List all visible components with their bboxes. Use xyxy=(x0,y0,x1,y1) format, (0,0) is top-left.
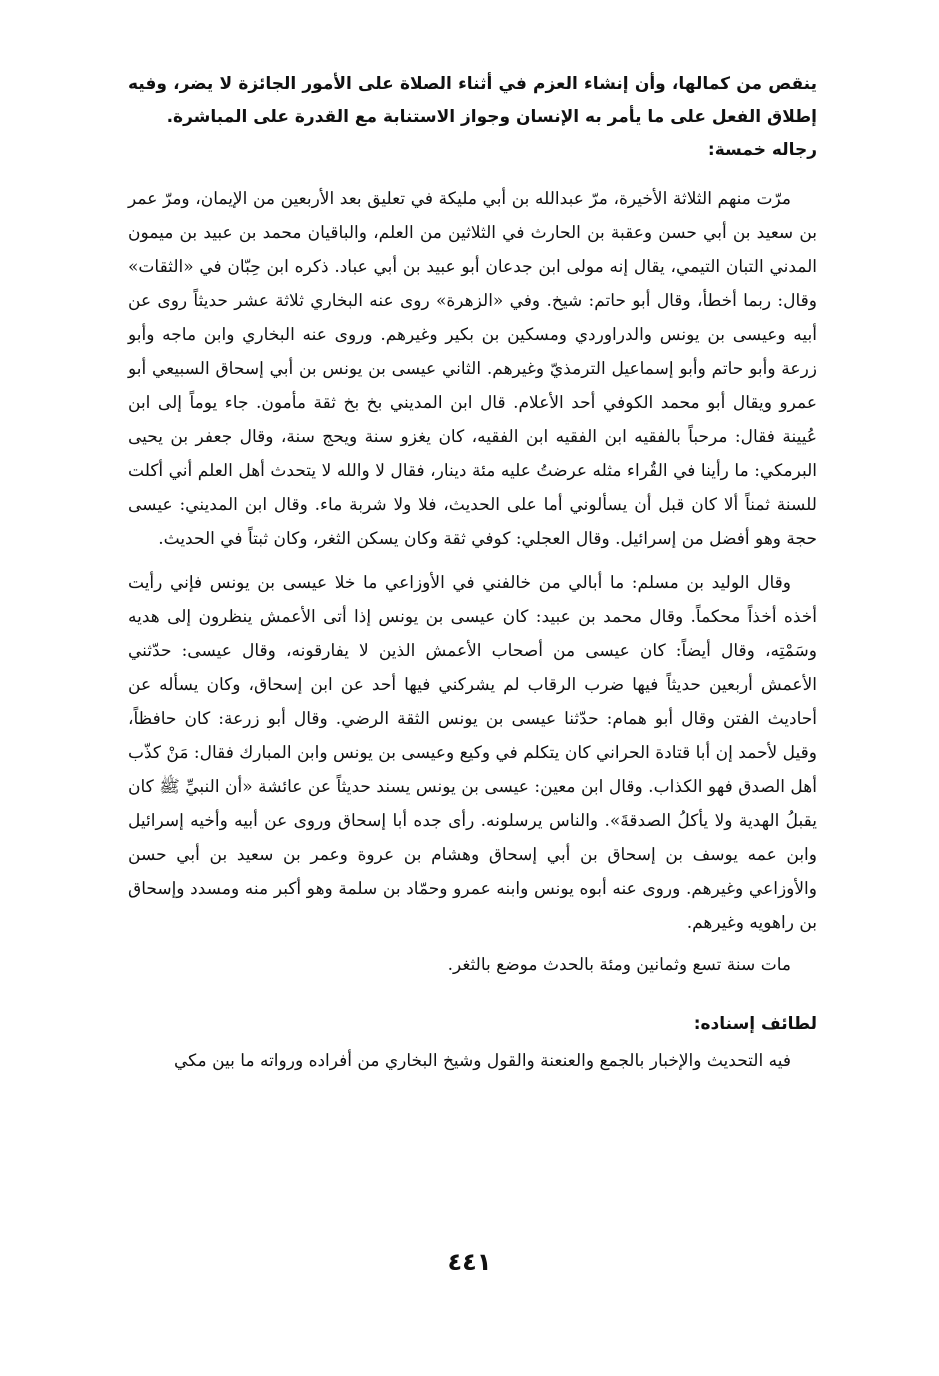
subtleties-heading: لطائف إسناده: xyxy=(693,1014,817,1034)
page-number: ٤٤١ xyxy=(447,1248,492,1276)
narrators-heading: رجاله خمسة: xyxy=(707,140,817,160)
subtleties-text: فيه التحديث والإخبار بالجمع والعنعنة والقول وشيخ البخاري من أفراده ورواته ما بين مكي xyxy=(174,1051,791,1071)
narrators-paragraph-1: مرّت منهم الثلاثة الأخيرة، مرّ عبدالله بن أبي مليكة في تعليق بعد الأربعين من الإيمان، ومرّ عمر بن سعيد بن أبي حسن وعقبة بن الحارث في الثلاثين من العلم، والباقيان محمد بن عبيد بن ميمون المدني التبان التيمي، يقال إنه مولى ابن جدعان أبو عبيد بن أبي عباد. ذكره ابن حِبّان في «الثقات» وقال: ربما أخطأ، وقال أبو حاتم: شيخ. وفي «الزهرة» روى عنه البخاري ثلاثة عشر حديثاً روى عن أبيه وعيسى بن يونس والدراوردي ومسكين بن بكير وغيرهم. وروى عنه البخاري وابن ماجه وأبو زرعة وأبو حاتم وأبو إسماعيل الترمذيّ وغيرهم. الثاني عيسى بن يونس بن أبي إسحاق السبيعي أبو عمرو ويقال أبو محمد الكوفي أحد الأعلام. قال ابن المديني بخ بخ ثقة مأمون. جاء يوماً إلى ابن عُيينة فقال: مرحباً بالفقيه ابن الفقيه ابن الفقيه، كان يغزو سنة ويحج سنة، وقال جعفر بن يحيى البرمكي: ما رأينا في القُراء مثله عرضتُ عليه مئة دينار، فقال لا والله لا يتحدث أهل العلم أني أكلت للسنة ثمناً ألا كان قبل أن يسألوني أما على الحديث، فلا ولا شربة ماء. وقال ابن المديني: عيسى حجة وهو أفضل من إسرائيل. وقال العجلي: كوفي ثقة وكان يسكن الثغر، وكان ثبتاً في الحديث. xyxy=(128,189,817,549)
narrators-paragraph-3: مات سنة تسع وثمانين ومئة بالحدث موضع بالثغر. xyxy=(447,955,791,975)
intro-text: ينقص من كمالها، وأن إنشاء العزم في أثناء الصلاة على الأمور الجائزة لا يضر، وفيه إطلاق الفعل على ما يأمر به الإنسان وجواز الاستنابة مع القدرة على المباشرة. xyxy=(128,74,817,127)
narrators-paragraph-2: وقال الوليد بن مسلم: ما أبالي من خالفني في الأوزاعي ما خلا عيسى بن يونس فإني رأيت أخذه أخذاً محكماً. وقال محمد بن عبيد: كان عيسى بن يونس إذا أتى الأعمش ينظرون إلى هديه وسَمْتِه، وقال أيضاً: كان عيسى من أصحاب الأعمش الذين لا يفارقونه، وقال عيسى: حدّثني الأعمش أربعين حديثاً فيها ضرب الرقاب لم يشركني فيها أحد عن ابن إسحاق، وكان يسأله عن أحاديث الفتن وقال أبو همام: حدّثنا عيسى بن يونس الثقة الرضي. وقال أبو زرعة: كان حافظاً، وقيل لأحمد إن أبا قتادة الحراني كان يتكلم في وكيع وعيسى بن يونس وابن المبارك فقال: مَنْ كذّب أهل الصدق فهو الكذاب. وقال ابن معين: عيسى بن يونس يسند حديثاً عن عائشة «أن النبيِّ ﷺ كان يقبلُ الهدية ولا يأكلُ الصدقةَ». والناس يرسلونه. رأى جده أبا إسحاق وروى عن أبيه وأخيه إسرائيل وابن عمه يوسف بن إسحاق بن أبي إسحاق وهشام بن عروة وعمر بن سعيد بن أبي حسن والأوزاعي وغيرهم. وروى عنه أبوه يونس وابنه عمرو وحمّاد بن سلمة وهو أكبر منه ومسدد وإسحاق بن راهويه وغيرهم. xyxy=(128,573,818,933)
